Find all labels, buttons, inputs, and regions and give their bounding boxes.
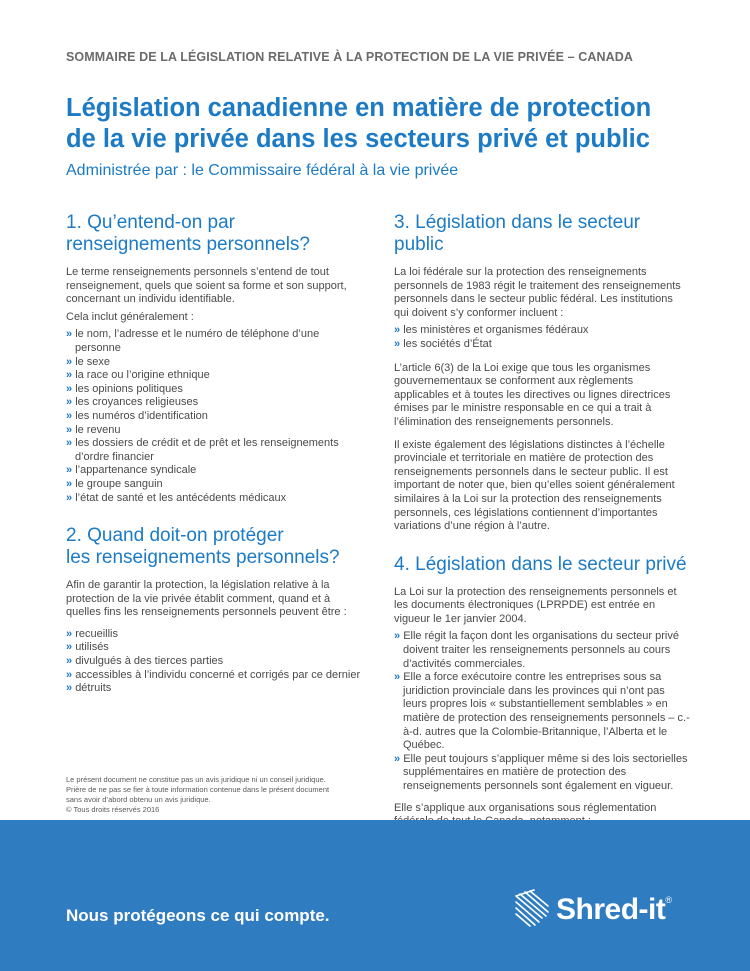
shred-stripes-icon xyxy=(512,888,550,933)
list-item-text: Elle régit la façon dont les organisations du secteur privé doivent traiter les renseignements personnels au cours d’activités commerciales. xyxy=(403,630,679,670)
section-4-list xyxy=(394,630,690,793)
footer-tagline: Nous protégeons ce qui compte. xyxy=(66,906,330,925)
section-1-paragraph: Le terme renseignements personnels s’entend de tout renseignement, quels que soient sa forme et son support, concernant un individu identifiable. xyxy=(66,266,347,306)
left-column xyxy=(66,212,362,702)
list-item-text: recueillis xyxy=(75,627,118,640)
list-item-text: la race ou l’origine ethnique xyxy=(75,369,210,382)
bullet-chevron-icon: » xyxy=(66,641,76,654)
section-3-paragraph-1: La loi fédérale sur la protection des renseignements personnels de 1983 régit le traitement des renseignements personnels dans le secteur public fédéral. Les institutions qui doivent s’y conformer incluent : xyxy=(394,266,681,319)
list-item-text: le groupe sanguin xyxy=(75,477,163,490)
list-item xyxy=(66,328,362,355)
section-2-heading xyxy=(66,525,362,569)
list-item xyxy=(66,437,362,464)
section-2 xyxy=(66,525,362,696)
list-item-text: le nom, l’adresse et le numéro de téléphone d’une personne xyxy=(75,328,320,354)
section-1-intro: Cela inclut généralement : xyxy=(66,310,194,323)
copyright-notice: © Tous droits réservés 2016 xyxy=(66,805,160,814)
section-3-heading: 3. Législation dans le secteur public xyxy=(394,212,641,255)
bullet-chevron-icon: » xyxy=(66,627,76,640)
bullet-chevron-icon: » xyxy=(394,324,404,337)
list-item xyxy=(394,324,690,338)
bullet-chevron-icon: » xyxy=(66,396,76,409)
list-item xyxy=(66,655,362,669)
right-column xyxy=(394,212,690,880)
list-item-text: les dossiers de crédit et de prêt et les renseignements d’ordre financier xyxy=(75,437,339,463)
list-item xyxy=(66,628,362,642)
section-3-paragraph-3: Il existe également des législations distinctes à l’échelle provinciale et territoriale en matière de protection des renseignements personnels dans le secteur public. Il est important de noter que, bien qu’elles soient généralement similaires à la Loi sur la protection des renseignements personnels, ces législations contiennent d’importantes variations d’une région à l’autre. xyxy=(394,438,675,533)
section-4-heading: 4. Législation dans le secteur privé xyxy=(394,553,687,575)
section-2-heading-line-1: 2. Quand doit-on protéger xyxy=(66,525,284,547)
list-item xyxy=(66,682,362,696)
section-4-paragraph-2: Elle s’applique aux organisations sous réglementation xyxy=(394,801,657,814)
bullet-chevron-icon: » xyxy=(66,464,76,477)
bullet-chevron-icon: » xyxy=(66,355,76,368)
legal-disclaimer xyxy=(66,775,346,815)
bullet-chevron-icon: » xyxy=(66,437,76,450)
section-1-list xyxy=(66,328,362,505)
list-item xyxy=(66,464,362,478)
section-1-heading-line-1: 1. Qu’entend-on par xyxy=(66,212,236,233)
list-item-text: Elle peut toujours s’appliquer même si des lois sectorielles supplémentaires en matière de protection des renseignements personnels sont également en vigueur. xyxy=(403,752,688,792)
list-item xyxy=(394,753,690,794)
bullet-chevron-icon: » xyxy=(66,682,76,695)
page-title xyxy=(66,93,726,155)
bullet-chevron-icon: » xyxy=(66,668,76,681)
bullet-chevron-icon: » xyxy=(394,630,404,643)
bullet-chevron-icon: » xyxy=(394,752,404,765)
list-item-text: détruits xyxy=(75,682,112,695)
title-line-2: de la vie privée dans les secteurs privé et public xyxy=(66,125,650,153)
list-item xyxy=(394,630,690,671)
bullet-chevron-icon: » xyxy=(66,409,76,422)
list-item xyxy=(394,338,690,352)
registered-mark: ® xyxy=(665,895,672,905)
page-subtitle: Administrée par : le Commissaire fédéral à la vie privée xyxy=(66,162,459,179)
list-item-text: Elle a force exécutoire contre les entreprises sous sa juridiction provinciale dans les provinces qui n’ont pas leurs propres lois « substantiellement semblables » en matière de protection des renseignements personnels – c.-à-d. autres que la Colombie-Britannique, l’Alberta et le Québec. xyxy=(403,671,690,752)
list-item xyxy=(66,641,362,655)
list-item-text: utilisés xyxy=(75,641,109,654)
section-1 xyxy=(66,212,362,505)
disclaimer-text: Le présent document ne constitue pas un avis juridique ni un conseil juridique. Prière de ne pas se fier à toute information contenue dans le présent document sans avoir d’abord obtenu un avis juridique. xyxy=(66,775,330,804)
section-3-list xyxy=(394,324,690,351)
bullet-chevron-icon: » xyxy=(66,491,76,504)
title-line-1: Législation canadienne en matière de protection xyxy=(66,94,652,122)
section-2-paragraph: Afin de garantir la protection, la législation relative à la protection de la vie privée établit comment, quand et à quelles fins les renseignements personnels peuvent être : xyxy=(66,579,347,619)
shred-it-logo xyxy=(512,888,672,932)
list-item-text: accessibles à l’individu concerné et corrigés par ce dernier xyxy=(75,668,361,681)
list-item xyxy=(66,669,362,683)
list-item xyxy=(66,369,362,383)
section-1-heading-line-2: renseignements personnels? xyxy=(66,234,310,255)
bullet-chevron-icon: » xyxy=(66,382,76,395)
bullet-chevron-icon: » xyxy=(66,477,76,490)
list-item xyxy=(66,410,362,424)
list-item xyxy=(66,424,362,438)
bullet-chevron-icon: » xyxy=(66,369,76,382)
list-item xyxy=(394,671,690,753)
bullet-chevron-icon: » xyxy=(66,655,76,668)
section-4-paragraph-1: La Loi sur la protection des renseignements personnels et les documents électroniques (LPRPDE) est entrée en vigueur le 1er janvier 2004. xyxy=(394,585,677,625)
document-kicker: SOMMAIRE DE LA LÉGISLATION RELATIVE À LA PROTECTION DE LA VIE PRIVÉE – CANADA xyxy=(66,50,633,64)
logo-wordmark: Shred-it xyxy=(556,893,666,926)
list-item-text: les numéros d’identification xyxy=(75,409,208,422)
bullet-chevron-icon: » xyxy=(66,328,76,341)
list-item-text: les sociétés d’État xyxy=(403,337,492,350)
section-2-heading-line-2: les renseignements personnels? xyxy=(66,547,340,569)
list-item xyxy=(66,396,362,410)
list-item-text: le sexe xyxy=(75,355,111,368)
list-item xyxy=(66,478,362,492)
bullet-chevron-icon: » xyxy=(66,423,76,436)
section-3 xyxy=(394,212,690,534)
list-item-text: les ministères et organismes fédéraux xyxy=(403,324,589,337)
section-1-heading xyxy=(66,212,362,256)
list-item-text: l’appartenance syndicale xyxy=(75,464,197,477)
bullet-chevron-icon: » xyxy=(394,671,404,684)
list-item-text: l’état de santé et les antécédents médicaux xyxy=(75,491,287,504)
list-item xyxy=(66,356,362,370)
list-item-text: le revenu xyxy=(75,423,121,436)
list-item-text: divulgués à des tierces parties xyxy=(75,655,224,668)
list-item-text: les opinions politiques xyxy=(75,382,183,395)
list-item xyxy=(66,492,362,506)
bullet-chevron-icon: » xyxy=(394,337,404,350)
section-3-paragraph-2: L’article 6(3) de la Loi exige que tous les organismes gouvernementaux se conforment aux règlements applicables et à toutes les directives ou lignes directrices émises par le ministre responsable en ce qui a trait à l’élimination des renseignements personnels. xyxy=(394,361,671,428)
list-item-text: les croyances religieuses xyxy=(75,396,199,409)
section-2-list xyxy=(66,628,362,696)
list-item xyxy=(66,383,362,397)
